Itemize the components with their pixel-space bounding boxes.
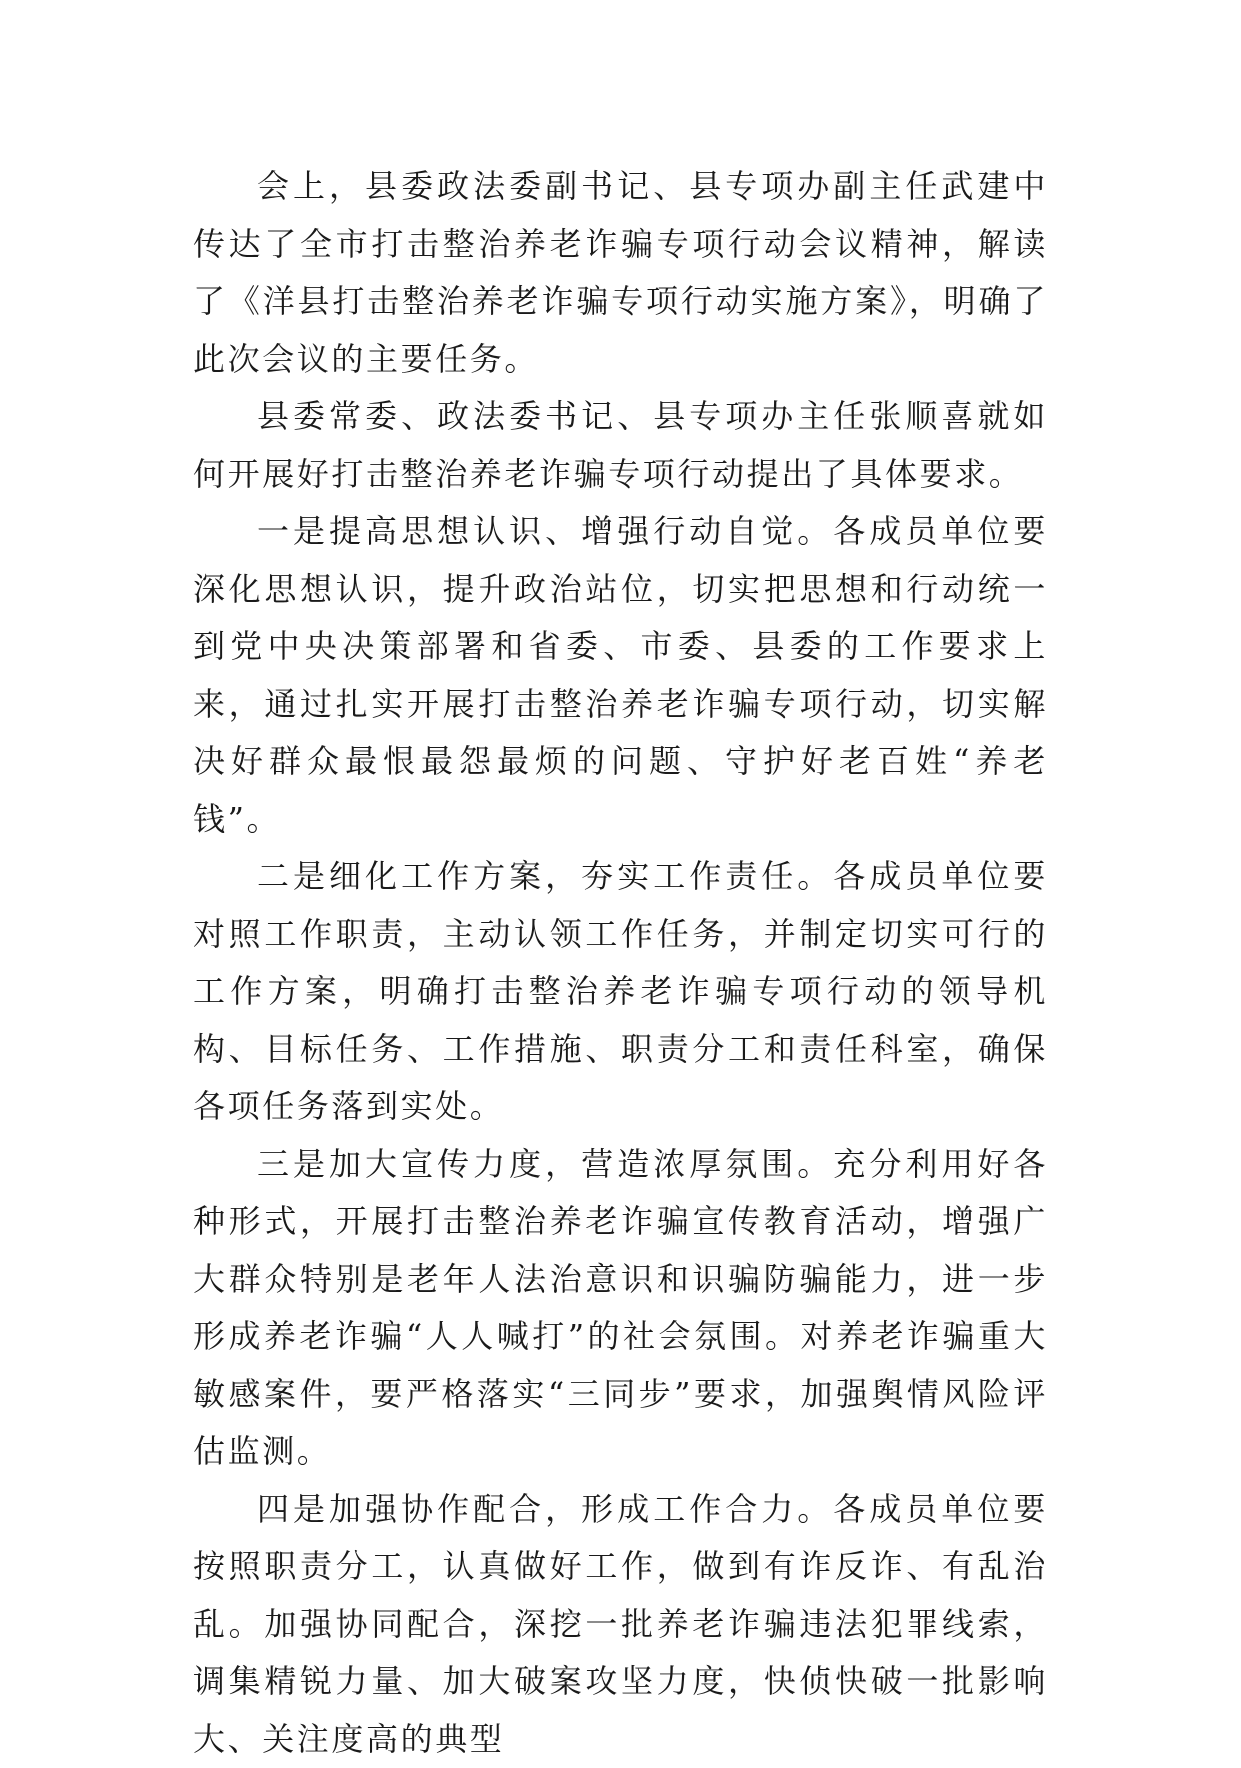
paragraph-point-three: 三是加大宣传力度，营造浓厚氛围。充分利用好各种形式，开展打击整治养老诈骗宣传教育活动，增强广大群众特别是老年人法治意识和识骗防骗能力，进一步形成养老诈骗“人人喊打”的社会氛围。对养老诈骗重大敏感案件，要严格落实“三同步”要求，加强舆情风险评估监测。 [193,1136,1048,1481]
paragraph-point-four: 四是加强协作配合，形成工作合力。各成员单位要按照职责分工，认真做好工作，做到有诈反诈、有乱治乱。加强协同配合，深挖一批养老诈骗违法犯罪线索，调集精锐力量、加大破案攻坚力度，快侦快破一批影响大、关注度高的典型 [193,1481,1048,1768]
document-body [193,158,1048,1768]
paragraph-meeting-summary: 会上，县委政法委副书记、县专项办副主任武建中传达了全市打击整治养老诈骗专项行动会议精神，解读了《洋县打击整治养老诈骗专项行动实施方案》，明确了此次会议的主要任务。 [193,158,1048,388]
paragraph-point-one: 一是提高思想认识、增强行动自觉。各成员单位要深化思想认识，提升政治站位，切实把思想和行动统一到党中央决策部署和省委、市委、县委的工作要求上来，通过扎实开展打击整治养老诈骗专项行动，切实解决好群众最恨最怨最烦的问题、守护好老百姓“养老钱”。 [193,503,1048,848]
paragraph-point-two: 二是细化工作方案，夯实工作责任。各成员单位要对照工作职责，主动认领工作任务，并制定切实可行的工作方案，明确打击整治养老诈骗专项行动的领导机构、目标任务、工作措施、职责分工和责任科室，确保各项任务落到实处。 [193,848,1048,1136]
paragraph-requirements-intro: 县委常委、政法委书记、县专项办主任张顺喜就如何开展好打击整治养老诈骗专项行动提出了具体要求。 [193,388,1048,503]
